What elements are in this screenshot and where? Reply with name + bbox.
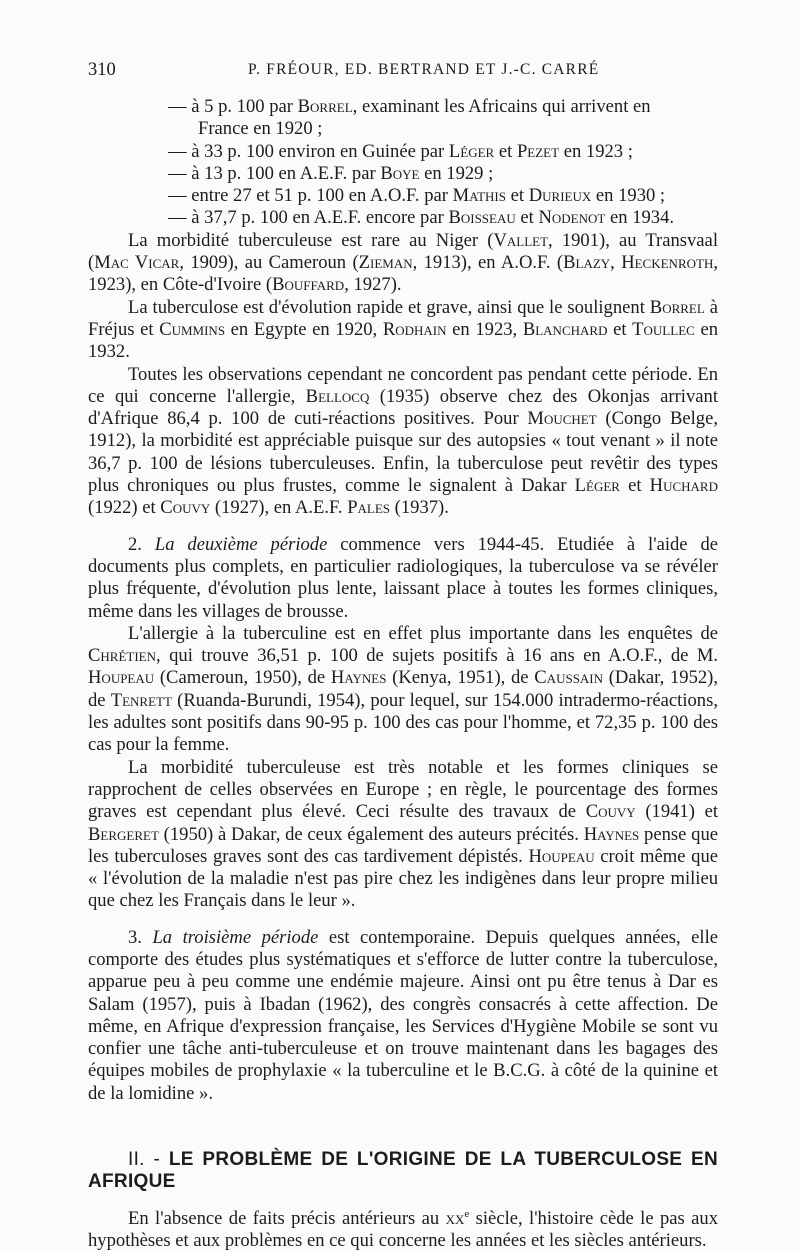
- paragraph-gap: [88, 1194, 718, 1208]
- page-number: 310: [88, 60, 116, 80]
- paragraph: La morbidité tuberculeuse est très notable et les formes cliniques se rapprochent de celles observées en Europe ; en règle, le pourcentage des formes graves est cependant plus élevé. Ceci résulte des travaux de Couvy (1941) et Bergeret (1950) à Dakar, de ceux également des auteurs précités. Haynes pense que les tuberculoses graves sont des cas tardivement dépistés. Houpeau croit même que « l'évolution de la maladie n'est pas pire chez les indigènes dans leur propre milieu que chez les Français dans le leur ».: [88, 756, 719, 912]
- paragraph: L'allergie à la tuberculine est en effet plus importante dans les enquêtes de Chrétien, qui trouve 36,51 p. 100 de sujets positifs à 16 ans en A.O.F., de M. Houpeau (Cameroun, 1950), de Haynes (Kenya, 1951), de Caussain (Dakar, 1952), de Tenrett (Ruanda-Burundi, 1954), pour lequel, sur 154.000 intradermo-réactions, les adultes sont positifs dans 90-95 p. 100 des cas pour l'homme, et 72,35 p. 100 des cas pour la femme.: [88, 622, 719, 756]
- list-item: — à 33 p. 100 environ en Guinée par Léger et Pezet en 1923 ;: [168, 140, 633, 162]
- section-heading: II. - LE PROBLÈME DE L'ORIGINE DE LA TUBERCULOSE EN AFRIQUE: [88, 1149, 718, 1193]
- paragraph: En l'absence de faits précis antérieurs au $xx^e$ siècle, l'histoire cède le pas aux hypothèses et aux problèmes en ce qui concerne les années et les siècles antérieurs.: [88, 1207, 718, 1251]
- paragraph: 2. La deuxième période commence vers 1944-45. Etudiée à l'aide de documents plus complets, en particulier radiologiques, la tuberculose va se révéler plus fréquente, d'évolution plus lente, laissant place à toutes les formes cliniques, même dans les villages de brousse.: [88, 533, 719, 622]
- list-item: — entre 27 et 51 p. 100 en A.O.F. par Mathis et Durieux en 1930 ;: [168, 185, 666, 207]
- paragraph: 3. La troisième période est contemporaine. Depuis quelques années, elle comporte des études plus systématiques et s'efforce de lutter contre la tuberculose, apparue peu à peu comme une endémie majeure. Ainsi ont pu être tenus à Dar es Salam (1957), puis à Ibadan (1962), des congrès consacrés à cette affection. De même, en Afrique d'expression française, les Services d'Hygiène Mobile se sont vu confier une tâche anti-tuberculeuse et on trouve maintenant dans les bagages des équipes mobiles de prophylaxie « la tuberculine et le B.C.G. à côté de la quinine et de la lomidine ».: [88, 926, 718, 1104]
- list-item: — à 5 p. 100 par Borrel, examinant les Africains qui arrivent en France en 1920 ;: [168, 96, 651, 140]
- page-header: [88, 60, 708, 86]
- paragraph: Toutes les observations cependant ne concordent pas pendant cette période. En ce qui concerne l'allergie, Bellocq (1935) observe chez des Okonjas arrivant d'Afrique 86,4 p. 100 de cuti-réactions positives. Pour Mouchet (Congo Belge, 1912), la morbidité est appréciable puisque sur des autopsies « tout venant » il note 36,7 p. 100 de lésions tuberculeuses. Enfin, la tuberculose peut revêtir des types plus chroniques ou plus frustes, comme le signalent à Dakar Léger et Huchard (1922) et Couvy (1927), en A.E.F. Pales (1937).: [88, 363, 718, 519]
- list-item: — à 37,7 p. 100 en A.E.F. encore par Boisseau et Nodenot en 1934.: [168, 207, 675, 229]
- running-head: P. FRÉOUR, ED. BERTRAND ET J.-C. CARRÉ: [248, 61, 600, 78]
- paragraph: La tuberculose est d'évolution rapide et grave, ainsi que le soulignent Borrel à Fréjus et Cummins en Egypte en 1920, Rodhain en 1923, Blanchard et Toullec en 1932.: [88, 296, 718, 363]
- body-text: [88, 96, 718, 1252]
- list-item: — à 13 p. 100 en A.E.F. par Boye en 1929 ;: [168, 162, 494, 184]
- section-gap: [88, 1105, 718, 1149]
- paragraph-gap: [88, 520, 718, 534]
- paragraph-gap: [88, 913, 718, 927]
- paragraph: La morbidité tuberculeuse est rare au Niger (Vallet, 1901), au Transvaal (Mac Vicar, 1909), au Cameroun (Zieman, 1913), en A.O.F. (Blazy, Heckenroth, 1923), en Côte-d'Ivoire (Bouffard, 1927).: [88, 229, 718, 296]
